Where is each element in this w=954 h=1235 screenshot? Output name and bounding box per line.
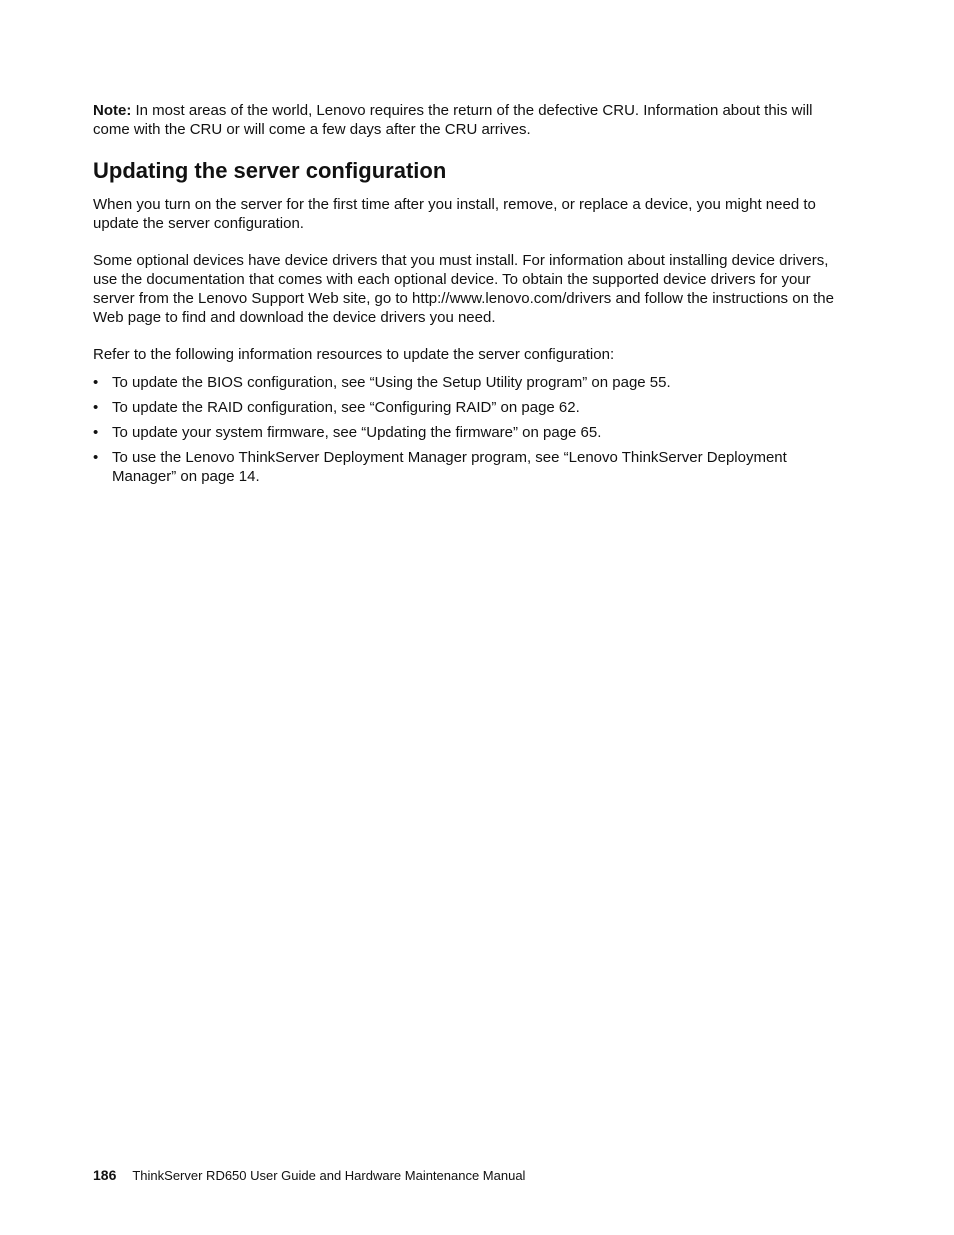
bullet-glyph: •	[93, 424, 99, 441]
list-item	[93, 373, 853, 392]
list-item	[93, 423, 853, 442]
drivers-paragraph: Some optional devices have device drivers that you must install. For information about installing device drivers, use the documentation that comes with each optional device. To obtain the supported device drivers for your server from the Lenovo Support Web site, go to http://www.lenovo.com/drivers and follow the instructions on the Web page to find and download the device drivers you need.	[93, 252, 834, 326]
list-item-text: To update the RAID configuration, see “Configuring RAID” on page 62.	[112, 399, 580, 416]
bullet-glyph: •	[93, 374, 99, 391]
page-footer	[93, 1165, 525, 1186]
list-item-text: To update your system firmware, see “Updating the firmware” on page 65.	[112, 424, 602, 441]
resources-paragraph: Refer to the following information resources to update the server configuration:	[93, 346, 615, 363]
section-heading: Updating the server configuration	[93, 158, 447, 183]
intro-paragraph: When you turn on the server for the first time after you install, remove, or replace a device, you might need to update the server configuration.	[93, 196, 816, 232]
page-number: 186	[93, 1167, 117, 1183]
resources-list	[93, 373, 853, 486]
bullet-glyph: •	[93, 449, 99, 466]
note-label: Note:	[93, 102, 132, 119]
note-text: In most areas of the world, Lenovo requires the return of the defective CRU. Information about this will come with the CRU or will come a few days after the CRU arrives.	[93, 102, 813, 138]
bullet-glyph: •	[93, 399, 99, 416]
list-item	[93, 398, 853, 417]
manual-title: ThinkServer RD650 User Guide and Hardware Maintenance Manual	[132, 1168, 526, 1183]
list-item-text: To update the BIOS configuration, see “Using the Setup Utility program” on page 55.	[112, 374, 671, 391]
list-item	[93, 448, 853, 486]
note-paragraph	[93, 101, 853, 139]
list-item-text: To use the Lenovo ThinkServer Deployment Manager program, see “Lenovo ThinkServer Deployment Manager” on page 14.	[112, 449, 787, 485]
page-content	[93, 101, 853, 492]
